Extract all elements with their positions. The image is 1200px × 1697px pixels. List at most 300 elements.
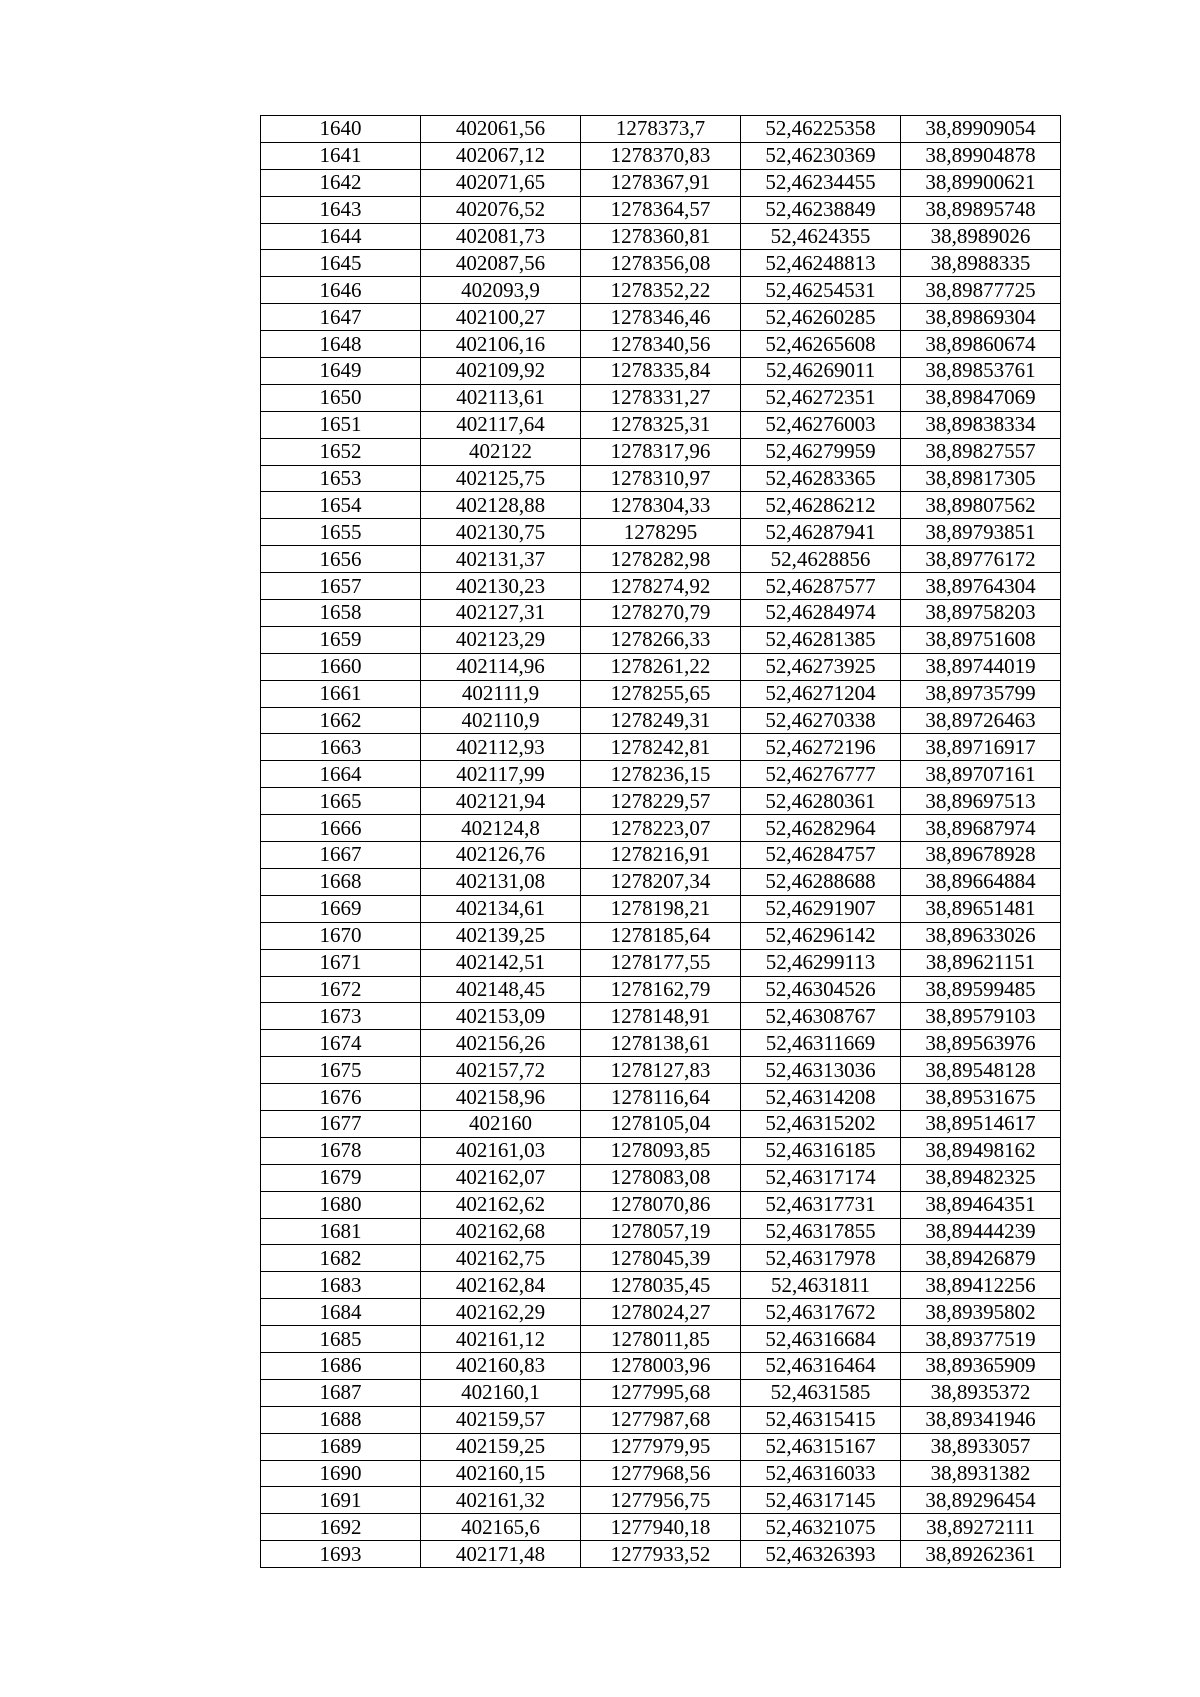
longitude-cell: 38,8988335 <box>901 250 1061 277</box>
latitude-cell: 52,46276777 <box>741 761 901 788</box>
table-row <box>261 842 1061 869</box>
longitude-cell: 38,89426879 <box>901 1245 1061 1272</box>
longitude-cell: 38,89444239 <box>901 1218 1061 1245</box>
point-number-cell: 1646 <box>261 277 421 304</box>
table-row <box>261 788 1061 815</box>
x-coordinate-cell: 402142,51 <box>421 949 581 976</box>
longitude-cell: 38,89482325 <box>901 1164 1061 1191</box>
point-number-cell: 1654 <box>261 492 421 519</box>
table-row <box>261 546 1061 573</box>
y-coordinate-cell: 1278310,97 <box>581 465 741 492</box>
x-coordinate-cell: 402071,65 <box>421 169 581 196</box>
table-row <box>261 1352 1061 1379</box>
point-number-cell: 1691 <box>261 1487 421 1514</box>
x-coordinate-cell: 402134,61 <box>421 895 581 922</box>
latitude-cell: 52,46234455 <box>741 169 901 196</box>
x-coordinate-cell: 402165,6 <box>421 1514 581 1541</box>
x-coordinate-cell: 402153,09 <box>421 1003 581 1030</box>
y-coordinate-cell: 1278116,64 <box>581 1084 741 1111</box>
latitude-cell: 52,46248813 <box>741 250 901 277</box>
table-row <box>261 1487 1061 1514</box>
point-number-cell: 1682 <box>261 1245 421 1272</box>
point-number-cell: 1689 <box>261 1433 421 1460</box>
y-coordinate-cell: 1278162,79 <box>581 976 741 1003</box>
x-coordinate-cell: 402161,03 <box>421 1137 581 1164</box>
longitude-cell: 38,89633026 <box>901 922 1061 949</box>
table-row <box>261 1164 1061 1191</box>
point-number-cell: 1673 <box>261 1003 421 1030</box>
point-number-cell: 1692 <box>261 1514 421 1541</box>
point-number-cell: 1675 <box>261 1057 421 1084</box>
point-number-cell: 1676 <box>261 1084 421 1111</box>
latitude-cell: 52,46317731 <box>741 1191 901 1218</box>
table-row <box>261 1110 1061 1137</box>
table-row <box>261 680 1061 707</box>
longitude-cell: 38,89817305 <box>901 465 1061 492</box>
y-coordinate-cell: 1278216,91 <box>581 842 741 869</box>
x-coordinate-cell: 402131,08 <box>421 868 581 895</box>
y-coordinate-cell: 1278093,85 <box>581 1137 741 1164</box>
longitude-cell: 38,89853761 <box>901 358 1061 385</box>
x-coordinate-cell: 402126,76 <box>421 842 581 869</box>
table-row <box>261 277 1061 304</box>
y-coordinate-cell: 1278335,84 <box>581 358 741 385</box>
latitude-cell: 52,46326393 <box>741 1541 901 1568</box>
longitude-cell: 38,89678928 <box>901 842 1061 869</box>
latitude-cell: 52,46299113 <box>741 949 901 976</box>
y-coordinate-cell: 1278274,92 <box>581 573 741 600</box>
x-coordinate-cell: 402081,73 <box>421 223 581 250</box>
y-coordinate-cell: 1278035,45 <box>581 1272 741 1299</box>
latitude-cell: 52,46281385 <box>741 626 901 653</box>
x-coordinate-cell: 402128,88 <box>421 492 581 519</box>
y-coordinate-cell: 1278045,39 <box>581 1245 741 1272</box>
point-number-cell: 1651 <box>261 411 421 438</box>
x-coordinate-cell: 402139,25 <box>421 922 581 949</box>
point-number-cell: 1666 <box>261 815 421 842</box>
longitude-cell: 38,89621151 <box>901 949 1061 976</box>
x-coordinate-cell: 402160,1 <box>421 1379 581 1406</box>
table-row <box>261 438 1061 465</box>
y-coordinate-cell: 1278127,83 <box>581 1057 741 1084</box>
longitude-cell: 38,89664884 <box>901 868 1061 895</box>
latitude-cell: 52,46314208 <box>741 1084 901 1111</box>
y-coordinate-cell: 1278261,22 <box>581 653 741 680</box>
longitude-cell: 38,8931382 <box>901 1460 1061 1487</box>
table-row <box>261 600 1061 627</box>
x-coordinate-cell: 402162,68 <box>421 1218 581 1245</box>
y-coordinate-cell: 1277933,52 <box>581 1541 741 1568</box>
table-row <box>261 1191 1061 1218</box>
point-number-cell: 1684 <box>261 1299 421 1326</box>
x-coordinate-cell: 402122 <box>421 438 581 465</box>
latitude-cell: 52,46238849 <box>741 196 901 223</box>
latitude-cell: 52,46272351 <box>741 384 901 411</box>
latitude-cell: 52,46272196 <box>741 734 901 761</box>
longitude-cell: 38,89895748 <box>901 196 1061 223</box>
y-coordinate-cell: 1278148,91 <box>581 1003 741 1030</box>
longitude-cell: 38,89531675 <box>901 1084 1061 1111</box>
y-coordinate-cell: 1278360,81 <box>581 223 741 250</box>
latitude-cell: 52,46316185 <box>741 1137 901 1164</box>
latitude-cell: 52,4628856 <box>741 546 901 573</box>
longitude-cell: 38,89341946 <box>901 1406 1061 1433</box>
table-row <box>261 895 1061 922</box>
latitude-cell: 52,46316033 <box>741 1460 901 1487</box>
latitude-cell: 52,46273925 <box>741 653 901 680</box>
table-row <box>261 573 1061 600</box>
x-coordinate-cell: 402162,07 <box>421 1164 581 1191</box>
table-row <box>261 1030 1061 1057</box>
point-number-cell: 1686 <box>261 1352 421 1379</box>
point-number-cell: 1693 <box>261 1541 421 1568</box>
point-number-cell: 1678 <box>261 1137 421 1164</box>
point-number-cell: 1663 <box>261 734 421 761</box>
latitude-cell: 52,4631585 <box>741 1379 901 1406</box>
x-coordinate-cell: 402093,9 <box>421 277 581 304</box>
y-coordinate-cell: 1278270,79 <box>581 600 741 627</box>
longitude-cell: 38,89579103 <box>901 1003 1061 1030</box>
latitude-cell: 52,46317978 <box>741 1245 901 1272</box>
latitude-cell: 52,46282964 <box>741 815 901 842</box>
x-coordinate-cell: 402162,29 <box>421 1299 581 1326</box>
latitude-cell: 52,4624355 <box>741 223 901 250</box>
y-coordinate-cell: 1278024,27 <box>581 1299 741 1326</box>
table-row <box>261 1003 1061 1030</box>
x-coordinate-cell: 402162,62 <box>421 1191 581 1218</box>
point-number-cell: 1655 <box>261 519 421 546</box>
x-coordinate-cell: 402130,75 <box>421 519 581 546</box>
point-number-cell: 1667 <box>261 842 421 869</box>
latitude-cell: 52,46317145 <box>741 1487 901 1514</box>
y-coordinate-cell: 1278304,33 <box>581 492 741 519</box>
x-coordinate-cell: 402114,96 <box>421 653 581 680</box>
point-number-cell: 1665 <box>261 788 421 815</box>
longitude-cell: 38,89847069 <box>901 384 1061 411</box>
y-coordinate-cell: 1278003,96 <box>581 1352 741 1379</box>
point-number-cell: 1661 <box>261 680 421 707</box>
y-coordinate-cell: 1278105,04 <box>581 1110 741 1137</box>
longitude-cell: 38,89377519 <box>901 1326 1061 1353</box>
x-coordinate-cell: 402148,45 <box>421 976 581 1003</box>
latitude-cell: 52,46260285 <box>741 304 901 331</box>
latitude-cell: 52,46287577 <box>741 573 901 600</box>
table-row <box>261 626 1061 653</box>
latitude-cell: 52,46321075 <box>741 1514 901 1541</box>
latitude-cell: 52,46230369 <box>741 142 901 169</box>
point-number-cell: 1687 <box>261 1379 421 1406</box>
table-row <box>261 519 1061 546</box>
table-row <box>261 411 1061 438</box>
table-row <box>261 384 1061 411</box>
latitude-cell: 52,46283365 <box>741 465 901 492</box>
y-coordinate-cell: 1278138,61 <box>581 1030 741 1057</box>
y-coordinate-cell: 1278331,27 <box>581 384 741 411</box>
longitude-cell: 38,89563976 <box>901 1030 1061 1057</box>
coordinates-table <box>260 115 1061 1568</box>
point-number-cell: 1668 <box>261 868 421 895</box>
longitude-cell: 38,89776172 <box>901 546 1061 573</box>
latitude-cell: 52,46313036 <box>741 1057 901 1084</box>
longitude-cell: 38,89296454 <box>901 1487 1061 1514</box>
longitude-cell: 38,89735799 <box>901 680 1061 707</box>
point-number-cell: 1690 <box>261 1460 421 1487</box>
table-row <box>261 223 1061 250</box>
x-coordinate-cell: 402117,64 <box>421 411 581 438</box>
longitude-cell: 38,89900621 <box>901 169 1061 196</box>
table-row <box>261 116 1061 143</box>
latitude-cell: 52,46276003 <box>741 411 901 438</box>
point-number-cell: 1650 <box>261 384 421 411</box>
y-coordinate-cell: 1278229,57 <box>581 788 741 815</box>
latitude-cell: 52,46317855 <box>741 1218 901 1245</box>
point-number-cell: 1649 <box>261 358 421 385</box>
table-row <box>261 1245 1061 1272</box>
y-coordinate-cell: 1278057,19 <box>581 1218 741 1245</box>
table-row <box>261 304 1061 331</box>
x-coordinate-cell: 402117,99 <box>421 761 581 788</box>
point-number-cell: 1645 <box>261 250 421 277</box>
latitude-cell: 52,46286212 <box>741 492 901 519</box>
latitude-cell: 52,46225358 <box>741 116 901 143</box>
longitude-cell: 38,89697513 <box>901 788 1061 815</box>
table-row <box>261 1218 1061 1245</box>
table-row <box>261 1406 1061 1433</box>
longitude-cell: 38,89758203 <box>901 600 1061 627</box>
point-number-cell: 1656 <box>261 546 421 573</box>
table-row <box>261 358 1061 385</box>
longitude-cell: 38,89869304 <box>901 304 1061 331</box>
x-coordinate-cell: 402061,56 <box>421 116 581 143</box>
longitude-cell: 38,89514617 <box>901 1110 1061 1137</box>
y-coordinate-cell: 1278249,31 <box>581 707 741 734</box>
longitude-cell: 38,89726463 <box>901 707 1061 734</box>
x-coordinate-cell: 402110,9 <box>421 707 581 734</box>
latitude-cell: 52,46316684 <box>741 1326 901 1353</box>
latitude-cell: 52,46279959 <box>741 438 901 465</box>
latitude-cell: 52,46271204 <box>741 680 901 707</box>
x-coordinate-cell: 402131,37 <box>421 546 581 573</box>
point-number-cell: 1669 <box>261 895 421 922</box>
point-number-cell: 1660 <box>261 653 421 680</box>
x-coordinate-cell: 402158,96 <box>421 1084 581 1111</box>
x-coordinate-cell: 402160,15 <box>421 1460 581 1487</box>
x-coordinate-cell: 402130,23 <box>421 573 581 600</box>
longitude-cell: 38,8933057 <box>901 1433 1061 1460</box>
x-coordinate-cell: 402087,56 <box>421 250 581 277</box>
point-number-cell: 1674 <box>261 1030 421 1057</box>
longitude-cell: 38,89548128 <box>901 1057 1061 1084</box>
latitude-cell: 52,46304526 <box>741 976 901 1003</box>
y-coordinate-cell: 1278255,65 <box>581 680 741 707</box>
longitude-cell: 38,89687974 <box>901 815 1061 842</box>
longitude-cell: 38,89272111 <box>901 1514 1061 1541</box>
point-number-cell: 1647 <box>261 304 421 331</box>
y-coordinate-cell: 1277956,75 <box>581 1487 741 1514</box>
x-coordinate-cell: 402124,8 <box>421 815 581 842</box>
x-coordinate-cell: 402100,27 <box>421 304 581 331</box>
y-coordinate-cell: 1277940,18 <box>581 1514 741 1541</box>
table-row <box>261 492 1061 519</box>
table-row <box>261 976 1061 1003</box>
y-coordinate-cell: 1278352,22 <box>581 277 741 304</box>
longitude-cell: 38,89365909 <box>901 1352 1061 1379</box>
latitude-cell: 52,46254531 <box>741 277 901 304</box>
point-number-cell: 1685 <box>261 1326 421 1353</box>
y-coordinate-cell: 1278198,21 <box>581 895 741 922</box>
point-number-cell: 1652 <box>261 438 421 465</box>
y-coordinate-cell: 1278242,81 <box>581 734 741 761</box>
table-row <box>261 1514 1061 1541</box>
x-coordinate-cell: 402160 <box>421 1110 581 1137</box>
x-coordinate-cell: 402161,32 <box>421 1487 581 1514</box>
longitude-cell: 38,89262361 <box>901 1541 1061 1568</box>
point-number-cell: 1657 <box>261 573 421 600</box>
point-number-cell: 1681 <box>261 1218 421 1245</box>
y-coordinate-cell: 1278266,33 <box>581 626 741 653</box>
latitude-cell: 52,46317174 <box>741 1164 901 1191</box>
x-coordinate-cell: 402159,25 <box>421 1433 581 1460</box>
y-coordinate-cell: 1278185,64 <box>581 922 741 949</box>
table-row <box>261 707 1061 734</box>
y-coordinate-cell: 1278207,34 <box>581 868 741 895</box>
latitude-cell: 52,46284757 <box>741 842 901 869</box>
y-coordinate-cell: 1278325,31 <box>581 411 741 438</box>
longitude-cell: 38,89904878 <box>901 142 1061 169</box>
y-coordinate-cell: 1278356,08 <box>581 250 741 277</box>
latitude-cell: 52,46270338 <box>741 707 901 734</box>
longitude-cell: 38,89764304 <box>901 573 1061 600</box>
point-number-cell: 1653 <box>261 465 421 492</box>
x-coordinate-cell: 402111,9 <box>421 680 581 707</box>
longitude-cell: 38,89464351 <box>901 1191 1061 1218</box>
x-coordinate-cell: 402113,61 <box>421 384 581 411</box>
table-row <box>261 331 1061 358</box>
table-row <box>261 142 1061 169</box>
latitude-cell: 52,46284974 <box>741 600 901 627</box>
table-row <box>261 815 1061 842</box>
latitude-cell: 52,46316464 <box>741 1352 901 1379</box>
x-coordinate-cell: 402127,31 <box>421 600 581 627</box>
longitude-cell: 38,89793851 <box>901 519 1061 546</box>
table-row <box>261 1057 1061 1084</box>
table-row <box>261 1137 1061 1164</box>
y-coordinate-cell: 1278070,86 <box>581 1191 741 1218</box>
point-number-cell: 1643 <box>261 196 421 223</box>
point-number-cell: 1642 <box>261 169 421 196</box>
table-row <box>261 465 1061 492</box>
y-coordinate-cell: 1278282,98 <box>581 546 741 573</box>
table-row <box>261 922 1061 949</box>
y-coordinate-cell: 1278011,85 <box>581 1326 741 1353</box>
y-coordinate-cell: 1278373,7 <box>581 116 741 143</box>
latitude-cell: 52,46315415 <box>741 1406 901 1433</box>
x-coordinate-cell: 402109,92 <box>421 358 581 385</box>
y-coordinate-cell: 1278083,08 <box>581 1164 741 1191</box>
table-row <box>261 653 1061 680</box>
x-coordinate-cell: 402162,84 <box>421 1272 581 1299</box>
latitude-cell: 52,46311669 <box>741 1030 901 1057</box>
point-number-cell: 1648 <box>261 331 421 358</box>
y-coordinate-cell: 1278340,56 <box>581 331 741 358</box>
longitude-cell: 38,89877725 <box>901 277 1061 304</box>
x-coordinate-cell: 402125,75 <box>421 465 581 492</box>
latitude-cell: 52,46308767 <box>741 1003 901 1030</box>
x-coordinate-cell: 402076,52 <box>421 196 581 223</box>
latitude-cell: 52,4631811 <box>741 1272 901 1299</box>
latitude-cell: 52,46296142 <box>741 922 901 949</box>
x-coordinate-cell: 402067,12 <box>421 142 581 169</box>
x-coordinate-cell: 402160,83 <box>421 1352 581 1379</box>
longitude-cell: 38,8989026 <box>901 223 1061 250</box>
table-row <box>261 734 1061 761</box>
table-row <box>261 868 1061 895</box>
table-row <box>261 196 1061 223</box>
latitude-cell: 52,46291907 <box>741 895 901 922</box>
latitude-cell: 52,46287941 <box>741 519 901 546</box>
point-number-cell: 1640 <box>261 116 421 143</box>
table-row <box>261 1299 1061 1326</box>
longitude-cell: 38,89827557 <box>901 438 1061 465</box>
y-coordinate-cell: 1278346,46 <box>581 304 741 331</box>
y-coordinate-cell: 1278367,91 <box>581 169 741 196</box>
point-number-cell: 1670 <box>261 922 421 949</box>
table-row <box>261 1460 1061 1487</box>
longitude-cell: 38,89807562 <box>901 492 1061 519</box>
x-coordinate-cell: 402112,93 <box>421 734 581 761</box>
x-coordinate-cell: 402171,48 <box>421 1541 581 1568</box>
point-number-cell: 1679 <box>261 1164 421 1191</box>
x-coordinate-cell: 402121,94 <box>421 788 581 815</box>
table-row <box>261 949 1061 976</box>
table-row <box>261 169 1061 196</box>
point-number-cell: 1664 <box>261 761 421 788</box>
point-number-cell: 1672 <box>261 976 421 1003</box>
x-coordinate-cell: 402156,26 <box>421 1030 581 1057</box>
table-row <box>261 1084 1061 1111</box>
point-number-cell: 1641 <box>261 142 421 169</box>
latitude-cell: 52,46288688 <box>741 868 901 895</box>
latitude-cell: 52,46265608 <box>741 331 901 358</box>
y-coordinate-cell: 1277979,95 <box>581 1433 741 1460</box>
y-coordinate-cell: 1278370,83 <box>581 142 741 169</box>
x-coordinate-cell: 402159,57 <box>421 1406 581 1433</box>
point-number-cell: 1644 <box>261 223 421 250</box>
longitude-cell: 38,89751608 <box>901 626 1061 653</box>
point-number-cell: 1688 <box>261 1406 421 1433</box>
latitude-cell: 52,46280361 <box>741 788 901 815</box>
point-number-cell: 1680 <box>261 1191 421 1218</box>
x-coordinate-cell: 402161,12 <box>421 1326 581 1353</box>
latitude-cell: 52,46269011 <box>741 358 901 385</box>
longitude-cell: 38,89395802 <box>901 1299 1061 1326</box>
longitude-cell: 38,89909054 <box>901 116 1061 143</box>
longitude-cell: 38,89412256 <box>901 1272 1061 1299</box>
y-coordinate-cell: 1277995,68 <box>581 1379 741 1406</box>
table-row <box>261 1272 1061 1299</box>
longitude-cell: 38,89498162 <box>901 1137 1061 1164</box>
y-coordinate-cell: 1278236,15 <box>581 761 741 788</box>
point-number-cell: 1662 <box>261 707 421 734</box>
y-coordinate-cell: 1278317,96 <box>581 438 741 465</box>
point-number-cell: 1658 <box>261 600 421 627</box>
longitude-cell: 38,89838334 <box>901 411 1061 438</box>
coordinates-table-body <box>261 116 1061 1568</box>
x-coordinate-cell: 402123,29 <box>421 626 581 653</box>
y-coordinate-cell: 1277987,68 <box>581 1406 741 1433</box>
y-coordinate-cell: 1278223,07 <box>581 815 741 842</box>
longitude-cell: 38,89599485 <box>901 976 1061 1003</box>
